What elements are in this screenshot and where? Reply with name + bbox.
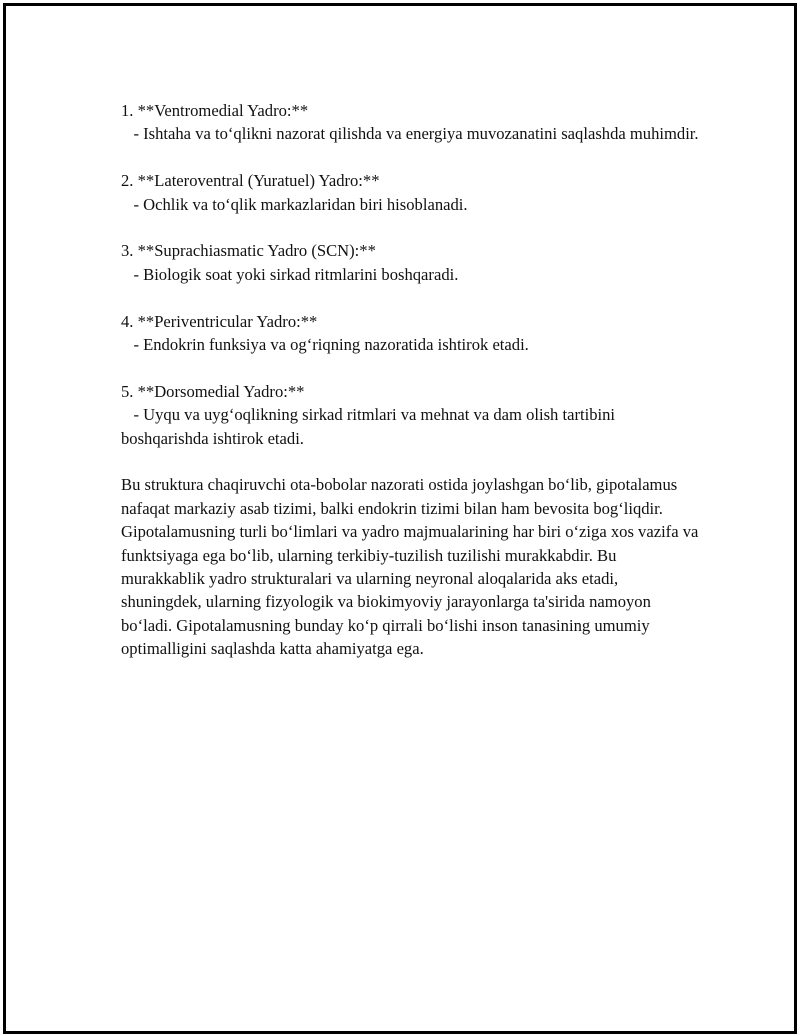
item-title: 1. **Ventromedial Yadro:** xyxy=(121,101,309,120)
item-title: 2. **Lateroventral (Yuratuel) Yadro:** xyxy=(121,171,380,191)
list-item xyxy=(121,169,701,216)
item-description: - Biologik soat yoki sirkad ritmlarini boshqaradi. xyxy=(121,264,459,284)
item-description: - Ishtaha va to‘qlikni nazorat qilishda va energiya muvozanatini saqlashda muhimdir. xyxy=(121,124,699,144)
item-description: - Ochlik va to‘qlik markazlaridan biri hisoblanadi. xyxy=(121,194,468,214)
item-description: - Uyqu va uyg‘oqlikning sirkad ritmlari va mehnat va dam olish tartibini boshqarishda ishtirok etadi. xyxy=(121,405,620,448)
item-title: 3. **Suprachiasmatic Yadro (SCN):** xyxy=(121,241,376,261)
item-description: - Endokrin funksiya va og‘riqning nazoratida ishtirok etadi. xyxy=(121,335,529,355)
document-body xyxy=(121,99,701,661)
list-item xyxy=(121,239,701,286)
body-paragraph: Bu struktura chaqiruvchi ota-bobolar nazorati ostida joylashgan bo‘lib, gipotalamus nafaqat markaziy asab tizimi, balki endokrin tizimi bilan ham bevosita bog‘liqdir. Gipotalamusning turli bo‘limlari va yadro majmualarining har biri o‘ziga xos vazifa va funktsiyaga ega bo‘lib, ularning terkibiy-tuzilish tuzilishi murakkabdir. Bu murakkablik yadro strukturalari va ularning neyronal aloqalarida aks etadi, shuningdek, ularning fizyologik va biokimyoviy jarayonlarga ta'sirida namoyon bo‘ladi. Gipotalamusning bunday ko‘p qirrali bo‘lishi inson tanasining umumiy optimalligini saqlashda katta ahamiyatga ega. xyxy=(121,475,699,659)
list-item xyxy=(121,99,701,146)
list-item xyxy=(121,310,701,357)
list-item xyxy=(121,380,701,450)
page-frame xyxy=(3,3,797,1034)
item-title: 4. **Periventricular Yadro:** xyxy=(121,311,318,331)
item-title: 5. **Dorsomedial Yadro:** xyxy=(121,381,305,401)
